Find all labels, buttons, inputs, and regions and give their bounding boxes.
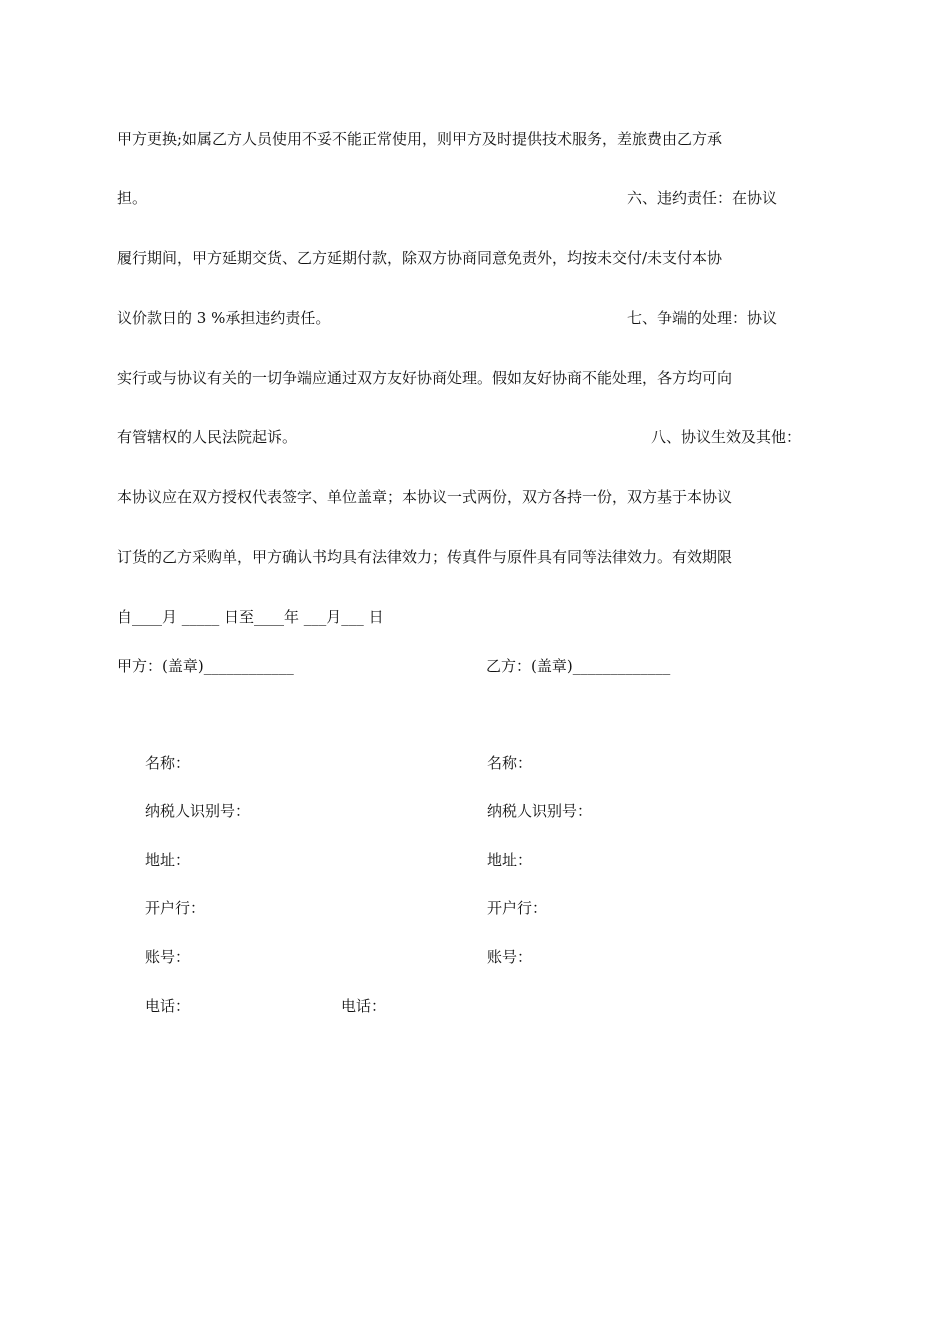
body-line-5: 实行或与协议有关的一切争端应通过双方友好协商处理。假如友好协商不能处理，各方均可向 [117, 369, 733, 387]
party-a-address-label: 地址： [145, 851, 191, 869]
party-a-account-label: 账号： [145, 948, 191, 966]
party-a-name-label: 名称： [145, 754, 191, 772]
party-b-address-label: 地址： [487, 851, 533, 869]
body-line-3: 履行期间，甲方延期交货、乙方延期付款，除双方协商同意免责外，均按未交付/未支付本协 [117, 249, 723, 267]
section-heading-effect: 八、协议生效及其他： [651, 428, 802, 446]
party-b-tax-id-label: 纳税人识别号： [487, 802, 593, 820]
party-b-bank-label: 开户行： [487, 899, 548, 917]
validity-period-line: 自____月 _____ 日至____年 ___月___ 日 [117, 608, 384, 626]
party-a-tax-id-label: 纳税人识别号： [145, 802, 251, 820]
party-b-phone-label: 电话： [341, 997, 387, 1015]
body-line-2: 担。 [117, 189, 148, 207]
section-heading-dispute: 七、争端的处理：协议 [627, 309, 778, 327]
body-line-8: 订货的乙方采购单，甲方确认书均具有法律效力；传真件与原件具有同等法律效力。有效期限 [117, 548, 733, 566]
body-line-4: 议价款日的 3 %承担违约责任。 [117, 309, 331, 327]
party-a-phone-label: 电话： [145, 997, 191, 1015]
party-b-seal: 乙方：(盖章)_____________ [486, 657, 671, 675]
section-heading-breach: 六、违约责任：在协议 [627, 189, 778, 207]
party-a-seal: 甲方：(盖章)____________ [117, 657, 294, 675]
body-line-6: 有管辖权的人民法院起诉。 [117, 428, 298, 446]
body-line-7: 本协议应在双方授权代表签字、单位盖章；本协议一式两份，双方各持一份，双方基于本协议 [117, 488, 733, 506]
party-a-bank-label: 开户行： [145, 899, 206, 917]
party-b-name-label: 名称： [487, 754, 533, 772]
party-b-account-label: 账号： [487, 948, 533, 966]
body-line-1: 甲方更换;如属乙方人员使用不妥不能正常使用，则甲方及时提供技术服务，差旅费由乙方承 [117, 130, 723, 148]
